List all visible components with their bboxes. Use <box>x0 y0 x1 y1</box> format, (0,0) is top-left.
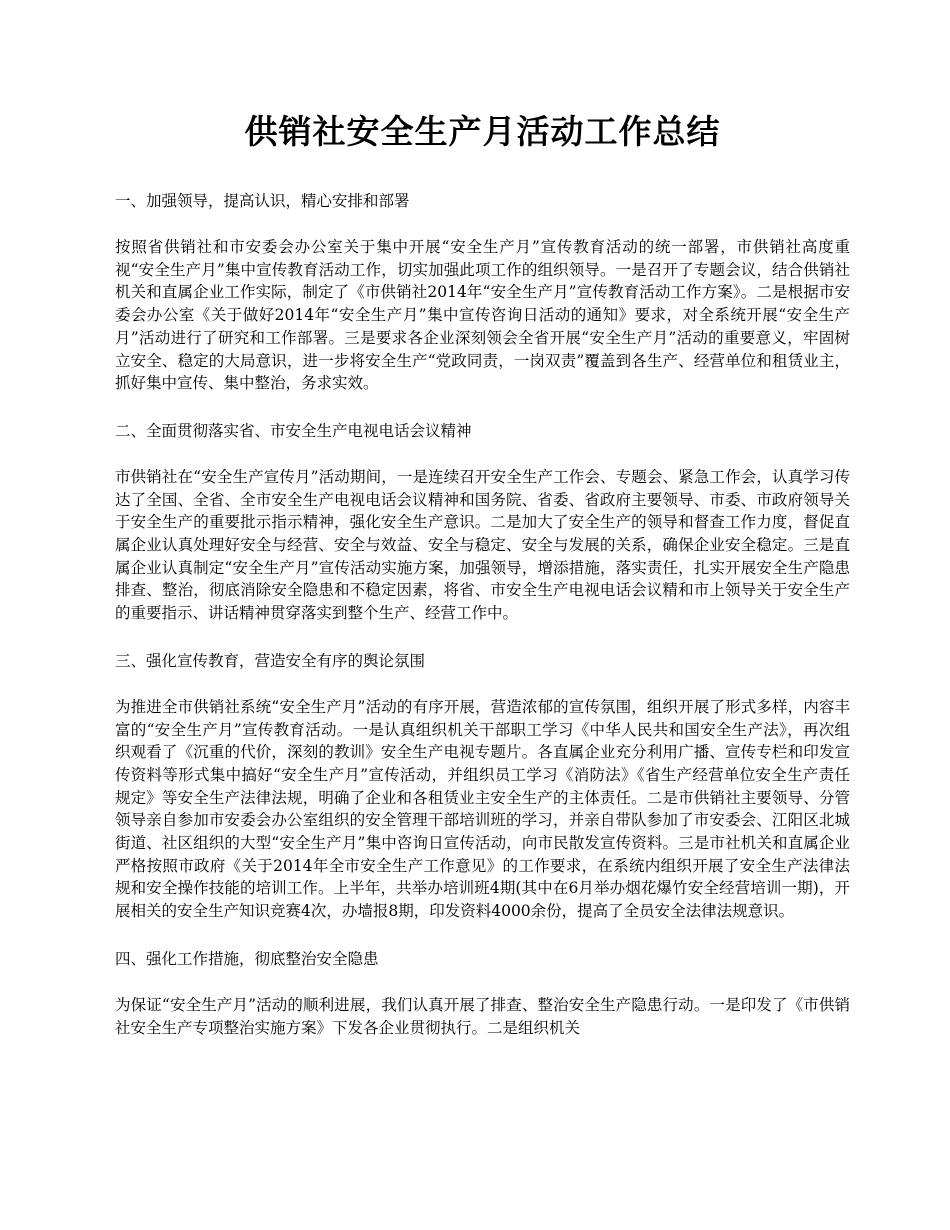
section-paragraph: 为推进全市供销社系统“安全生产月”活动的有序开展，营造浓郁的宣传氛围，组织开展了形式多样，内容丰富的“安全生产月”宣传教育活动。一是认真组织机关干部职工学习《中华人民共和国安全生产法》，再次组织观看了《沉重的代价，深刻的教训》安全生产电视专题片。各直属企业充分利用广播、宣传专栏和印发宣传资料等形式集中搞好“安全生产月”宣传活动，并组织员工学习《消防法》《省生产经营单位安全生产责任规定》等安全生产法律法规，明确了企业和各租赁业主安全生产的主体责任。二是市供销社主要领导、分管领导亲自参加市安委会办公室组织的安全管理干部培训班的学习，并亲自带队参加了市安委会、江阳区北城街道、社区组织的大型“安全生产月”集中咨询日宣传活动，向市民散发宣传资料。三是市社机关和直属企业严格按照市政府《关于2014年全市安全生产工作意见》的工作要求，在系统内组织开展了安全生产法律法规和安全操作技能的培训工作。上半年，共举办培训班4期(其中在6月举办烟花爆竹安全经营培训一期)，开展相关的安全生产知识竞赛4次，办墙报8期，印发资料4000余份，提高了全员安全法律法规意识。 <box>115 697 850 921</box>
section-4 <box>115 948 850 1039</box>
section-heading: 四、强化工作措施，彻底整治安全隐患 <box>115 949 379 968</box>
section-1 <box>115 190 850 395</box>
document-title: 供销社安全生产月活动工作总结 <box>244 112 721 151</box>
section-2 <box>115 420 850 625</box>
section-paragraph: 按照省供销社和市安委会办公室关于集中开展“安全生产月”宣传教育活动的统一部署，市供销社高度重视“安全生产月”集中宣传教育活动工作，切实加强此项工作的组织领导。一是召开了专题会议，结合供销社机关和直属企业工作实际，制定了《市供销社2014年“安全生产月”宣传教育活动工作方案》。二是根据市安委会办公室《关于做好2014年“安全生产月”集中宣传咨询日活动的通知》要求，对全系统开展“安全生产月”活动进行了研究和工作部署。三是要求各企业深刻领会全省开展“安全生产月”活动的重要意义，牢固树立安全、稳定的大局意识，进一步将安全生产“党政同责，一岗双责”覆盖到各生产、经营单位和租赁业主，抓好集中宣传、集中整治，务求实效。 <box>115 238 850 393</box>
section-heading: 一、加强领导，提高认识，精心安排和部署 <box>115 192 410 210</box>
section-3 <box>115 650 850 923</box>
section-heading: 三、强化宣传教育，营造安全有序的舆论氛围 <box>115 651 426 670</box>
section-heading: 二、全面贯彻落实省、市安全生产电视电话会议精神 <box>115 421 472 440</box>
section-paragraph: 市供销社在“安全生产宣传月”活动期间，一是连续召开安全生产工作会、专题会、紧急工作会，认真学习传达了全国、全省、全市安全生产电视电话会议精神和国务院、省委、省政府主要领导、市委、市政府领导关于安全生产的重要批示指示精神，强化安全生产意识。二是加大了安全生产的领导和督查工作力度，督促直属企业认真处理好安全与经营、安全与效益、安全与稳定、安全与发展的关系，确保企业安全稳定。三是直属企业认真制定“安全生产月”宣传活动实施方案，加强领导，增添措施，落实责任，扎实开展安全生产隐患排查、整治，彻底消除安全隐患和不稳定因素，将省、市安全生产电视电话会议精和市上领导关于安全生产的重要指示、讲话精神贯穿落实到整个生产、经营工作中。 <box>115 467 850 623</box>
section-paragraph: 为保证“安全生产月”活动的顺利进展，我们认真开展了排查、整治安全生产隐患行动。一是印发了《市供销社安全生产专项整治实施方案》下发各企业贯彻执行。二是组织机关 <box>115 995 850 1037</box>
